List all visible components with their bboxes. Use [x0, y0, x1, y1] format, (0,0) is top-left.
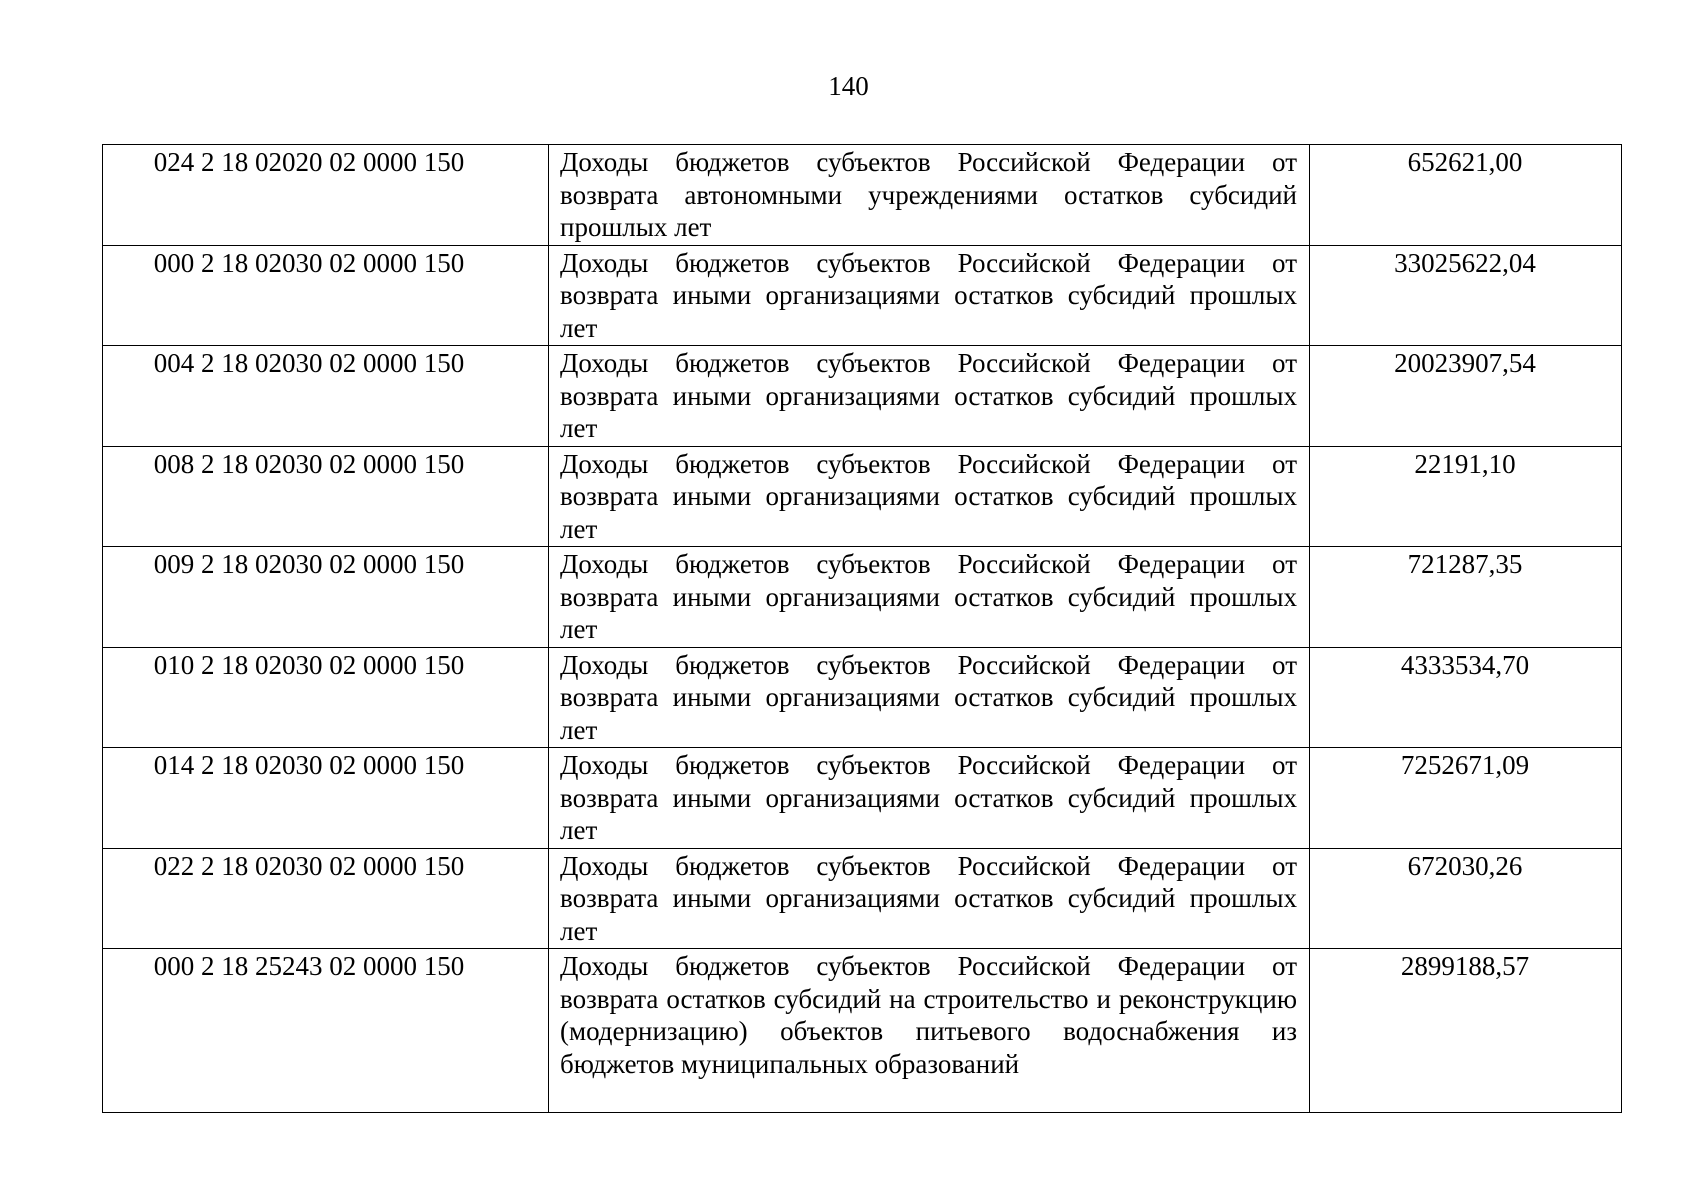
description-cell: Доходы бюджетов субъектов Российской Федерации от возврата остатков субсидий на строительство и реконструкцию (модернизацию) объектов питьевого водоснабжения из бюджетов муниципальных образований	[549, 949, 1310, 1113]
budget-code-cell: 004 2 18 02030 02 0000 150	[103, 346, 549, 447]
amount-cell: 721287,35	[1310, 547, 1622, 648]
table-row	[103, 346, 1622, 447]
table-row	[103, 245, 1622, 346]
table-row	[103, 446, 1622, 547]
budget-code-cell: 024 2 18 02020 02 0000 150	[103, 145, 549, 246]
description-cell: Доходы бюджетов субъектов Российской Федерации от возврата иными организациями остатков субсидий прошлых лет	[549, 848, 1310, 949]
amount-cell: 2899188,57	[1310, 949, 1622, 1113]
table-row	[103, 547, 1622, 648]
description-cell: Доходы бюджетов субъектов Российской Федерации от возврата иными организациями остатков субсидий прошлых лет	[549, 547, 1310, 648]
budget-revenue-table	[102, 144, 1622, 1113]
table-row	[103, 949, 1622, 1113]
amount-cell: 7252671,09	[1310, 748, 1622, 849]
amount-cell: 20023907,54	[1310, 346, 1622, 447]
table-row	[103, 848, 1622, 949]
budget-code-cell: 000 2 18 02030 02 0000 150	[103, 245, 549, 346]
description-cell: Доходы бюджетов субъектов Российской Федерации от возврата иными организациями остатков субсидий прошлых лет	[549, 647, 1310, 748]
budget-code-cell: 000 2 18 25243 02 0000 150	[103, 949, 549, 1113]
amount-cell: 672030,26	[1310, 848, 1622, 949]
amount-cell: 652621,00	[1310, 145, 1622, 246]
amount-cell: 4333534,70	[1310, 647, 1622, 748]
description-cell: Доходы бюджетов субъектов Российской Федерации от возврата иными организациями остатков субсидий прошлых лет	[549, 245, 1310, 346]
budget-code-cell: 008 2 18 02030 02 0000 150	[103, 446, 549, 547]
description-cell: Доходы бюджетов субъектов Российской Федерации от возврата автономными учреждениями остатков субсидий прошлых лет	[549, 145, 1310, 246]
budget-code-cell: 014 2 18 02030 02 0000 150	[103, 748, 549, 849]
budget-code-cell: 009 2 18 02030 02 0000 150	[103, 547, 549, 648]
description-cell: Доходы бюджетов субъектов Российской Федерации от возврата иными организациями остатков субсидий прошлых лет	[549, 346, 1310, 447]
table-row	[103, 647, 1622, 748]
page-number: 140	[828, 71, 869, 101]
table-row	[103, 748, 1622, 849]
table-row	[103, 145, 1622, 246]
description-cell: Доходы бюджетов субъектов Российской Федерации от возврата иными организациями остатков субсидий прошлых лет	[549, 446, 1310, 547]
amount-cell: 22191,10	[1310, 446, 1622, 547]
description-cell: Доходы бюджетов субъектов Российской Федерации от возврата иными организациями остатков субсидий прошлых лет	[549, 748, 1310, 849]
budget-code-cell: 010 2 18 02030 02 0000 150	[103, 647, 549, 748]
amount-cell: 33025622,04	[1310, 245, 1622, 346]
budget-code-cell: 022 2 18 02030 02 0000 150	[103, 848, 549, 949]
